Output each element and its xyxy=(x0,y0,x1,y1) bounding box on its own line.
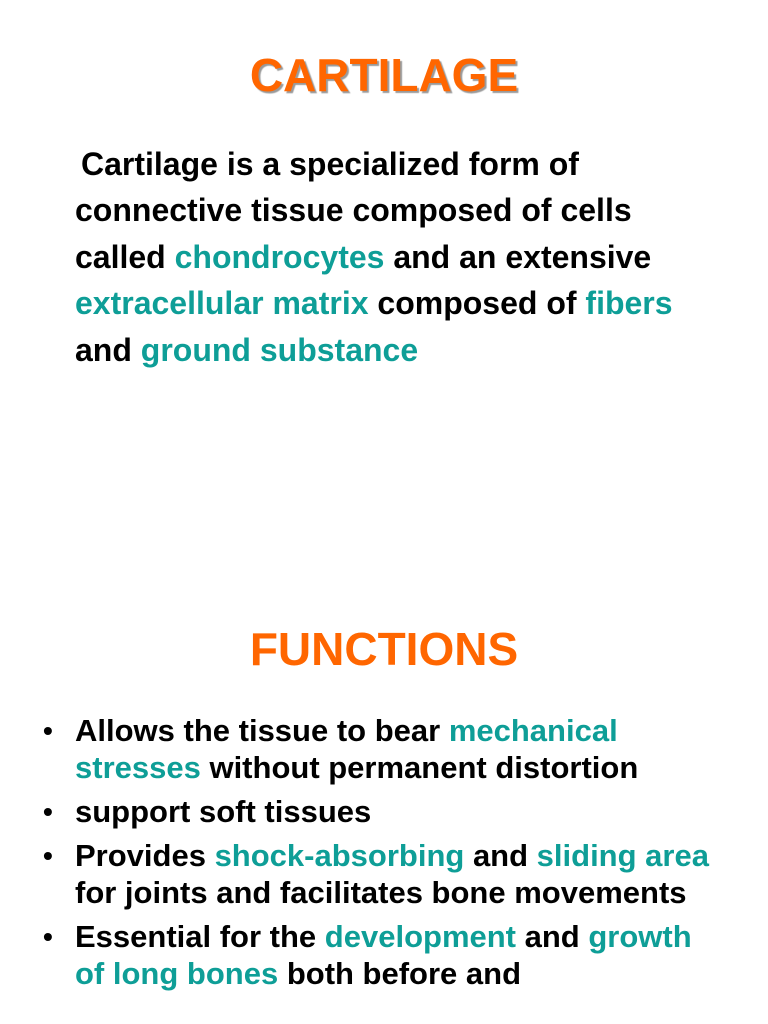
term-development: development xyxy=(324,919,517,954)
definition-text-4: and xyxy=(75,331,141,368)
bullet-dot-icon: • xyxy=(43,840,53,871)
function-text: Allows the tissue to bear xyxy=(75,713,449,748)
term-mechanical-stresses: mechanical stresses xyxy=(75,713,618,785)
function-item-development xyxy=(0,918,768,992)
function-text: both before and xyxy=(278,956,522,991)
function-text: and xyxy=(464,838,537,873)
function-text: Provides xyxy=(75,838,215,873)
slide-title-cartilage: CARTILAGE xyxy=(249,49,519,101)
function-text: support soft tissues xyxy=(75,794,372,829)
function-text: without permanent distortion xyxy=(200,750,639,785)
bullet-dot-icon: • xyxy=(43,921,53,952)
definition-text-2: and an extensive xyxy=(384,238,652,275)
bullet-dot-icon: • xyxy=(43,715,53,746)
term-fibers: fibers xyxy=(585,285,673,322)
definition-text-3: composed of xyxy=(368,285,586,322)
term-growth-of-long-bones: growth of long bones xyxy=(75,919,692,991)
term-chondrocytes: chondrocytes xyxy=(174,238,385,275)
function-text: and xyxy=(516,919,589,954)
function-text: Essential for the xyxy=(75,919,325,954)
term-extracellular-matrix: extracellular matrix xyxy=(75,285,369,322)
term-shock-absorbing: shock-absorbing xyxy=(214,838,465,873)
function-item-shock-absorbing xyxy=(0,837,768,911)
term-ground-substance: ground substance xyxy=(140,331,419,368)
bullet-dot-icon: • xyxy=(43,796,53,827)
term-sliding-area: sliding area xyxy=(536,838,709,873)
function-item-mechanical-stress xyxy=(0,712,768,786)
slide-title-functions: FUNCTIONS xyxy=(249,623,519,675)
definition-paragraph xyxy=(75,141,715,373)
function-item-support xyxy=(0,793,768,830)
definition-text-1: Cartilage is a specialized form of connective tissue composed of cells called xyxy=(75,146,632,275)
function-text: for joints and facilitates bone movements xyxy=(75,875,687,910)
functions-list xyxy=(0,712,768,999)
